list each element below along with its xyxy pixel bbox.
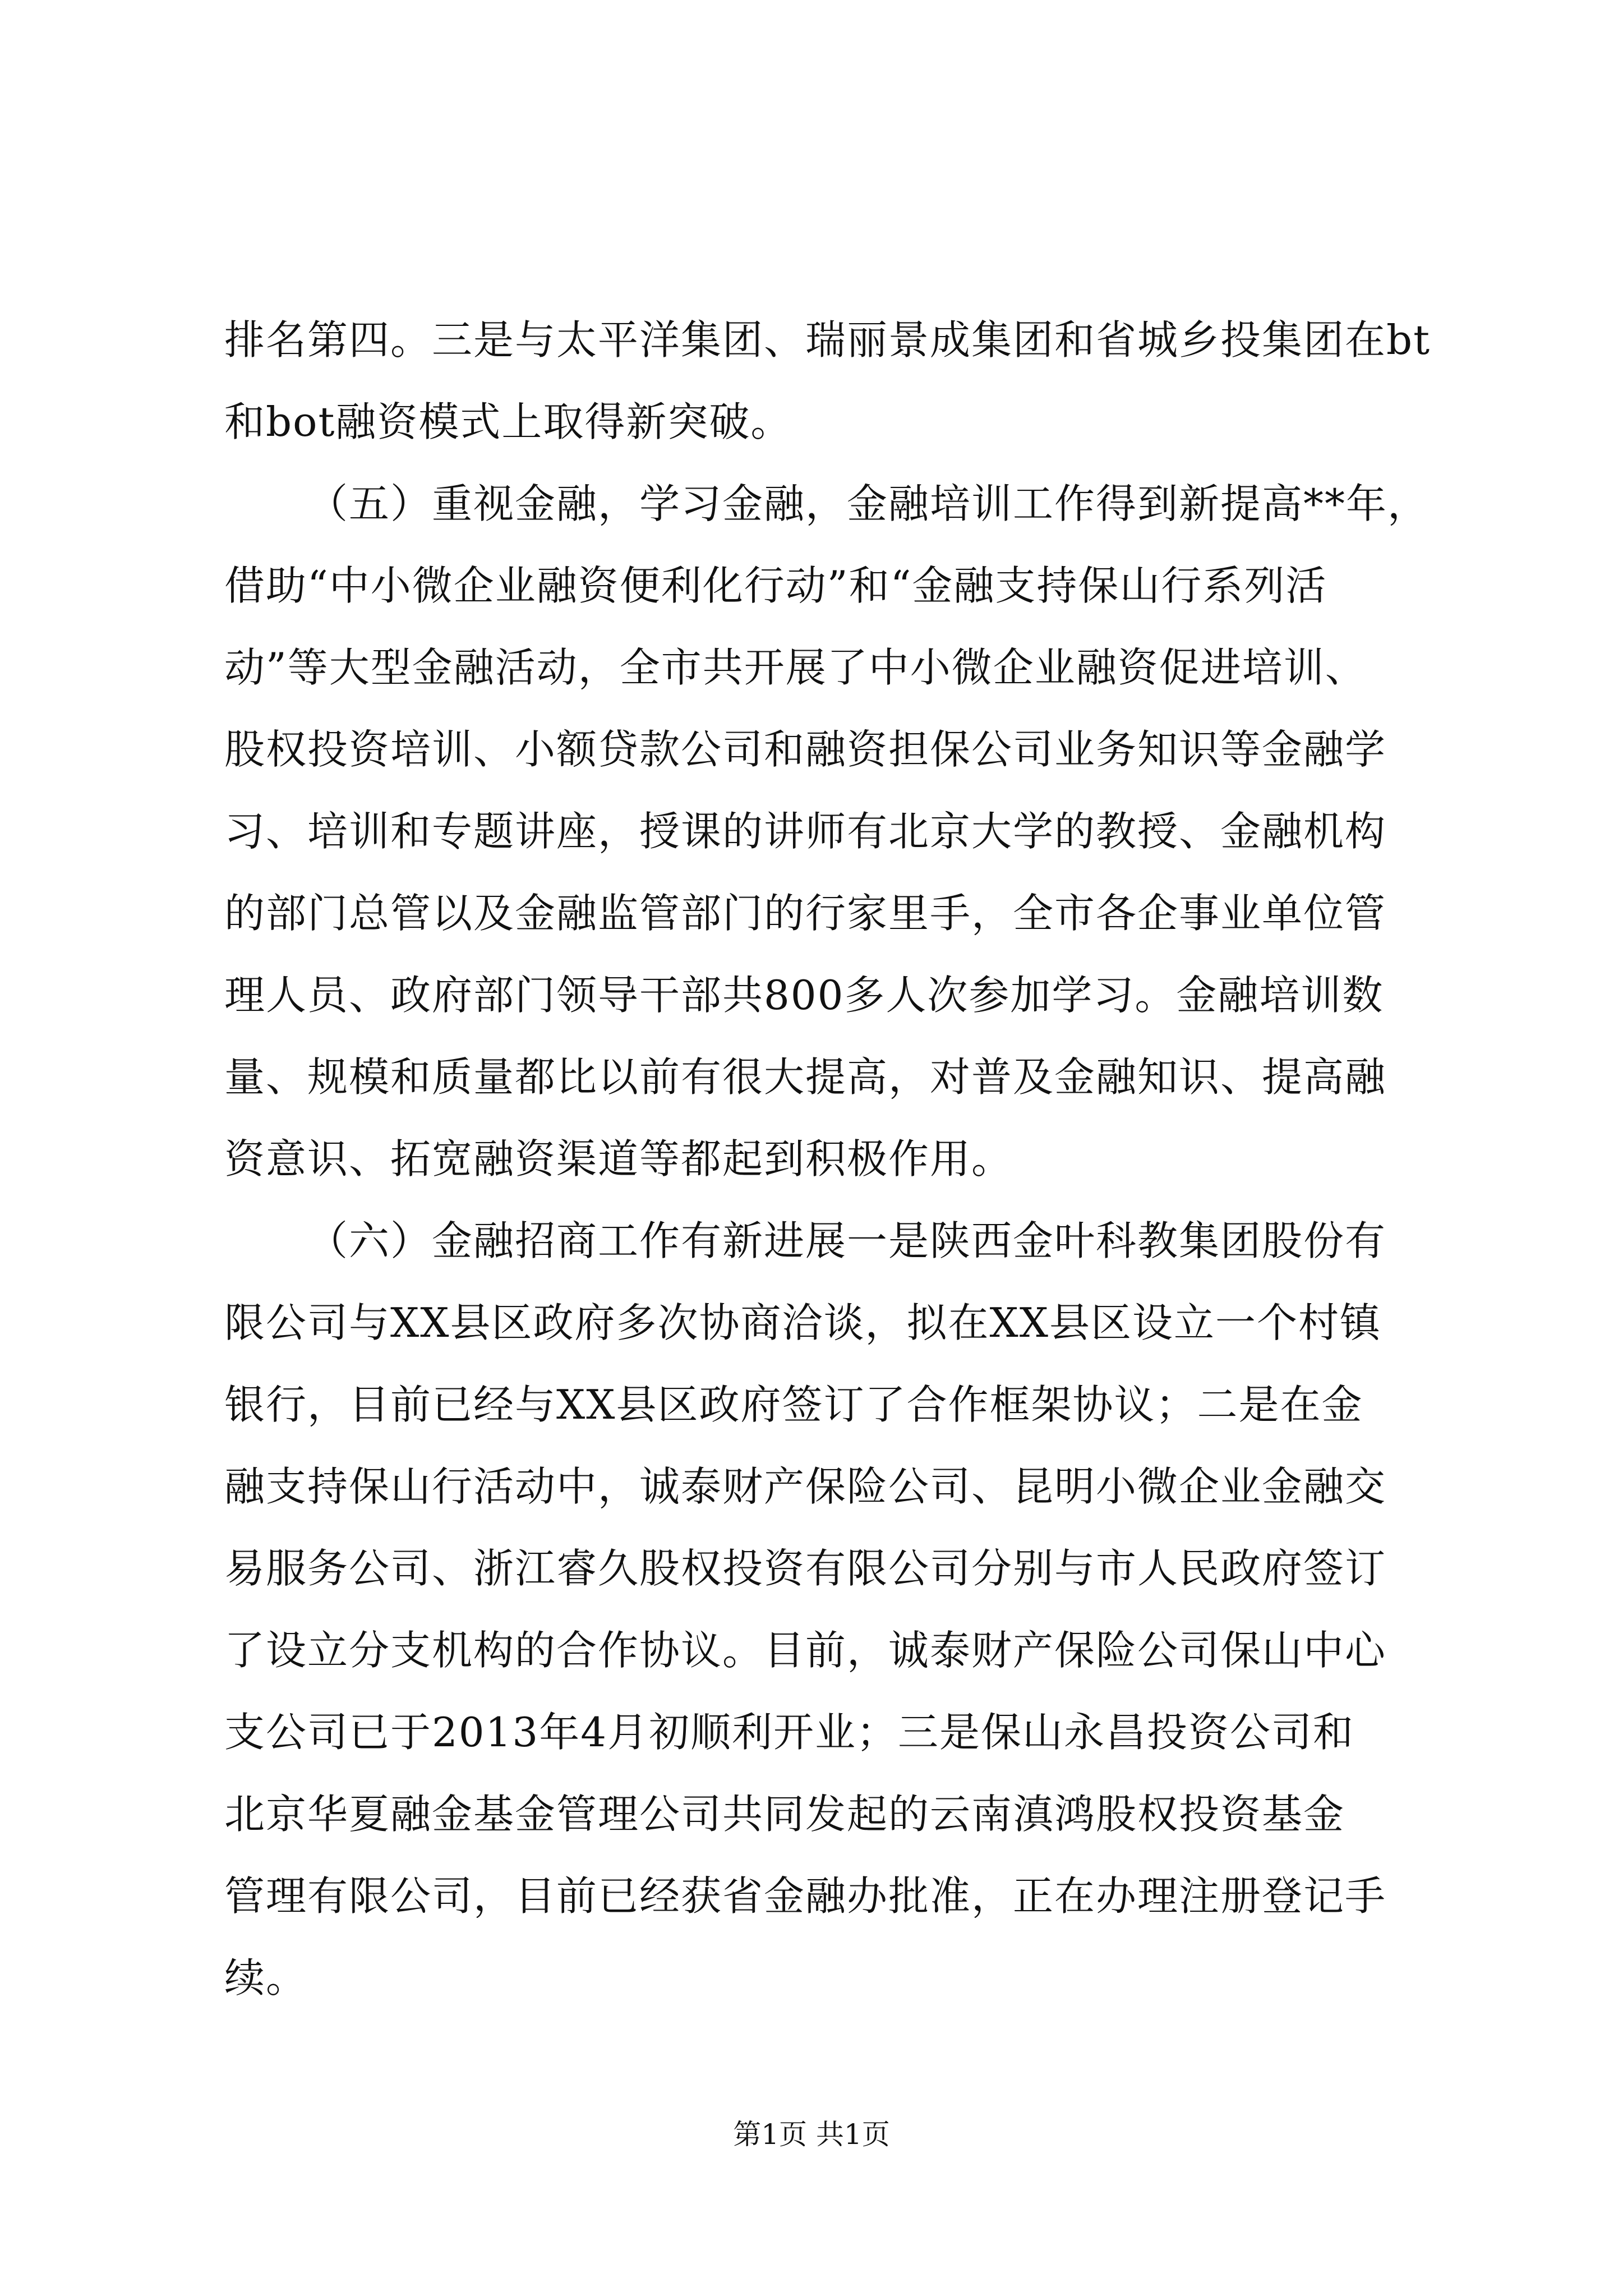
text-line-18: 支公司已于2013年4月初顺利开业；三是保山永昌投资公司和: [224, 1709, 1355, 1756]
text-line-3: （五）重视金融，学习金融，金融培训工作得到新提高**年，: [307, 480, 1430, 527]
text-line-2: 和bot融资模式上取得新突破。: [224, 398, 792, 445]
text-line-5: 动”等大型金融活动，全市共开展了中小微企业融资促进培训、: [224, 644, 1367, 691]
text-line-1: 排名第四。三是与太平洋集团、瑞丽景成集团和省城乡投集团在bt: [224, 316, 1431, 364]
text-line-20: 管理有限公司，目前已经获省金融办批准，正在办理注册登记手: [224, 1872, 1387, 1920]
text-line-7: 习、培训和专题讲座，授课的讲师有北京大学的教授、金融机构: [224, 808, 1387, 855]
text-line-8: 的部门总管以及金融监管部门的行家里手，全市各企事业单位管: [224, 890, 1387, 937]
text-line-9: 理人员、政府部门领导干部共800多人次参加学习。金融培训数: [224, 972, 1384, 1019]
text-line-4: 借助“中小微企业融资便利化行动”和“金融支持保山行系列活: [224, 562, 1327, 609]
text-line-6: 股权投资培训、小额贷款公司和融资担保公司业务知识等金融学: [224, 726, 1387, 773]
text-line-19: 北京华夏融金基金管理公司共同发起的云南滇鸿股权投资基金: [224, 1791, 1345, 1838]
text-line-15: 融支持保山行活动中，诚泰财产保险公司、昆明小微企业金融交: [224, 1463, 1387, 1510]
text-line-12: （六）金融招商工作有新进展一是陕西金叶科教集团股份有: [307, 1217, 1387, 1264]
text-line-21: 续。: [224, 1954, 308, 2001]
text-line-16: 易服务公司、浙江睿久股权投资有限公司分别与市人民政府签订: [224, 1545, 1387, 1592]
page-footer: 第1页 共1页: [733, 2118, 890, 2151]
text-line-17: 了设立分支机构的合作协议。目前，诚泰财产保险公司保山中心: [224, 1627, 1387, 1674]
text-line-13: 限公司与XX县区政府多次协商洽谈，拟在XX县区设立一个村镇: [224, 1299, 1382, 1346]
text-line-11: 资意识、拓宽融资渠道等都起到积极作用。: [224, 1135, 1013, 1182]
text-line-10: 量、规模和质量都比以前有很大提高，对普及金融知识、提高融: [224, 1053, 1387, 1101]
text-line-14: 银行，目前已经与XX县区政府签订了合作框架协议；二是在金: [224, 1381, 1363, 1428]
